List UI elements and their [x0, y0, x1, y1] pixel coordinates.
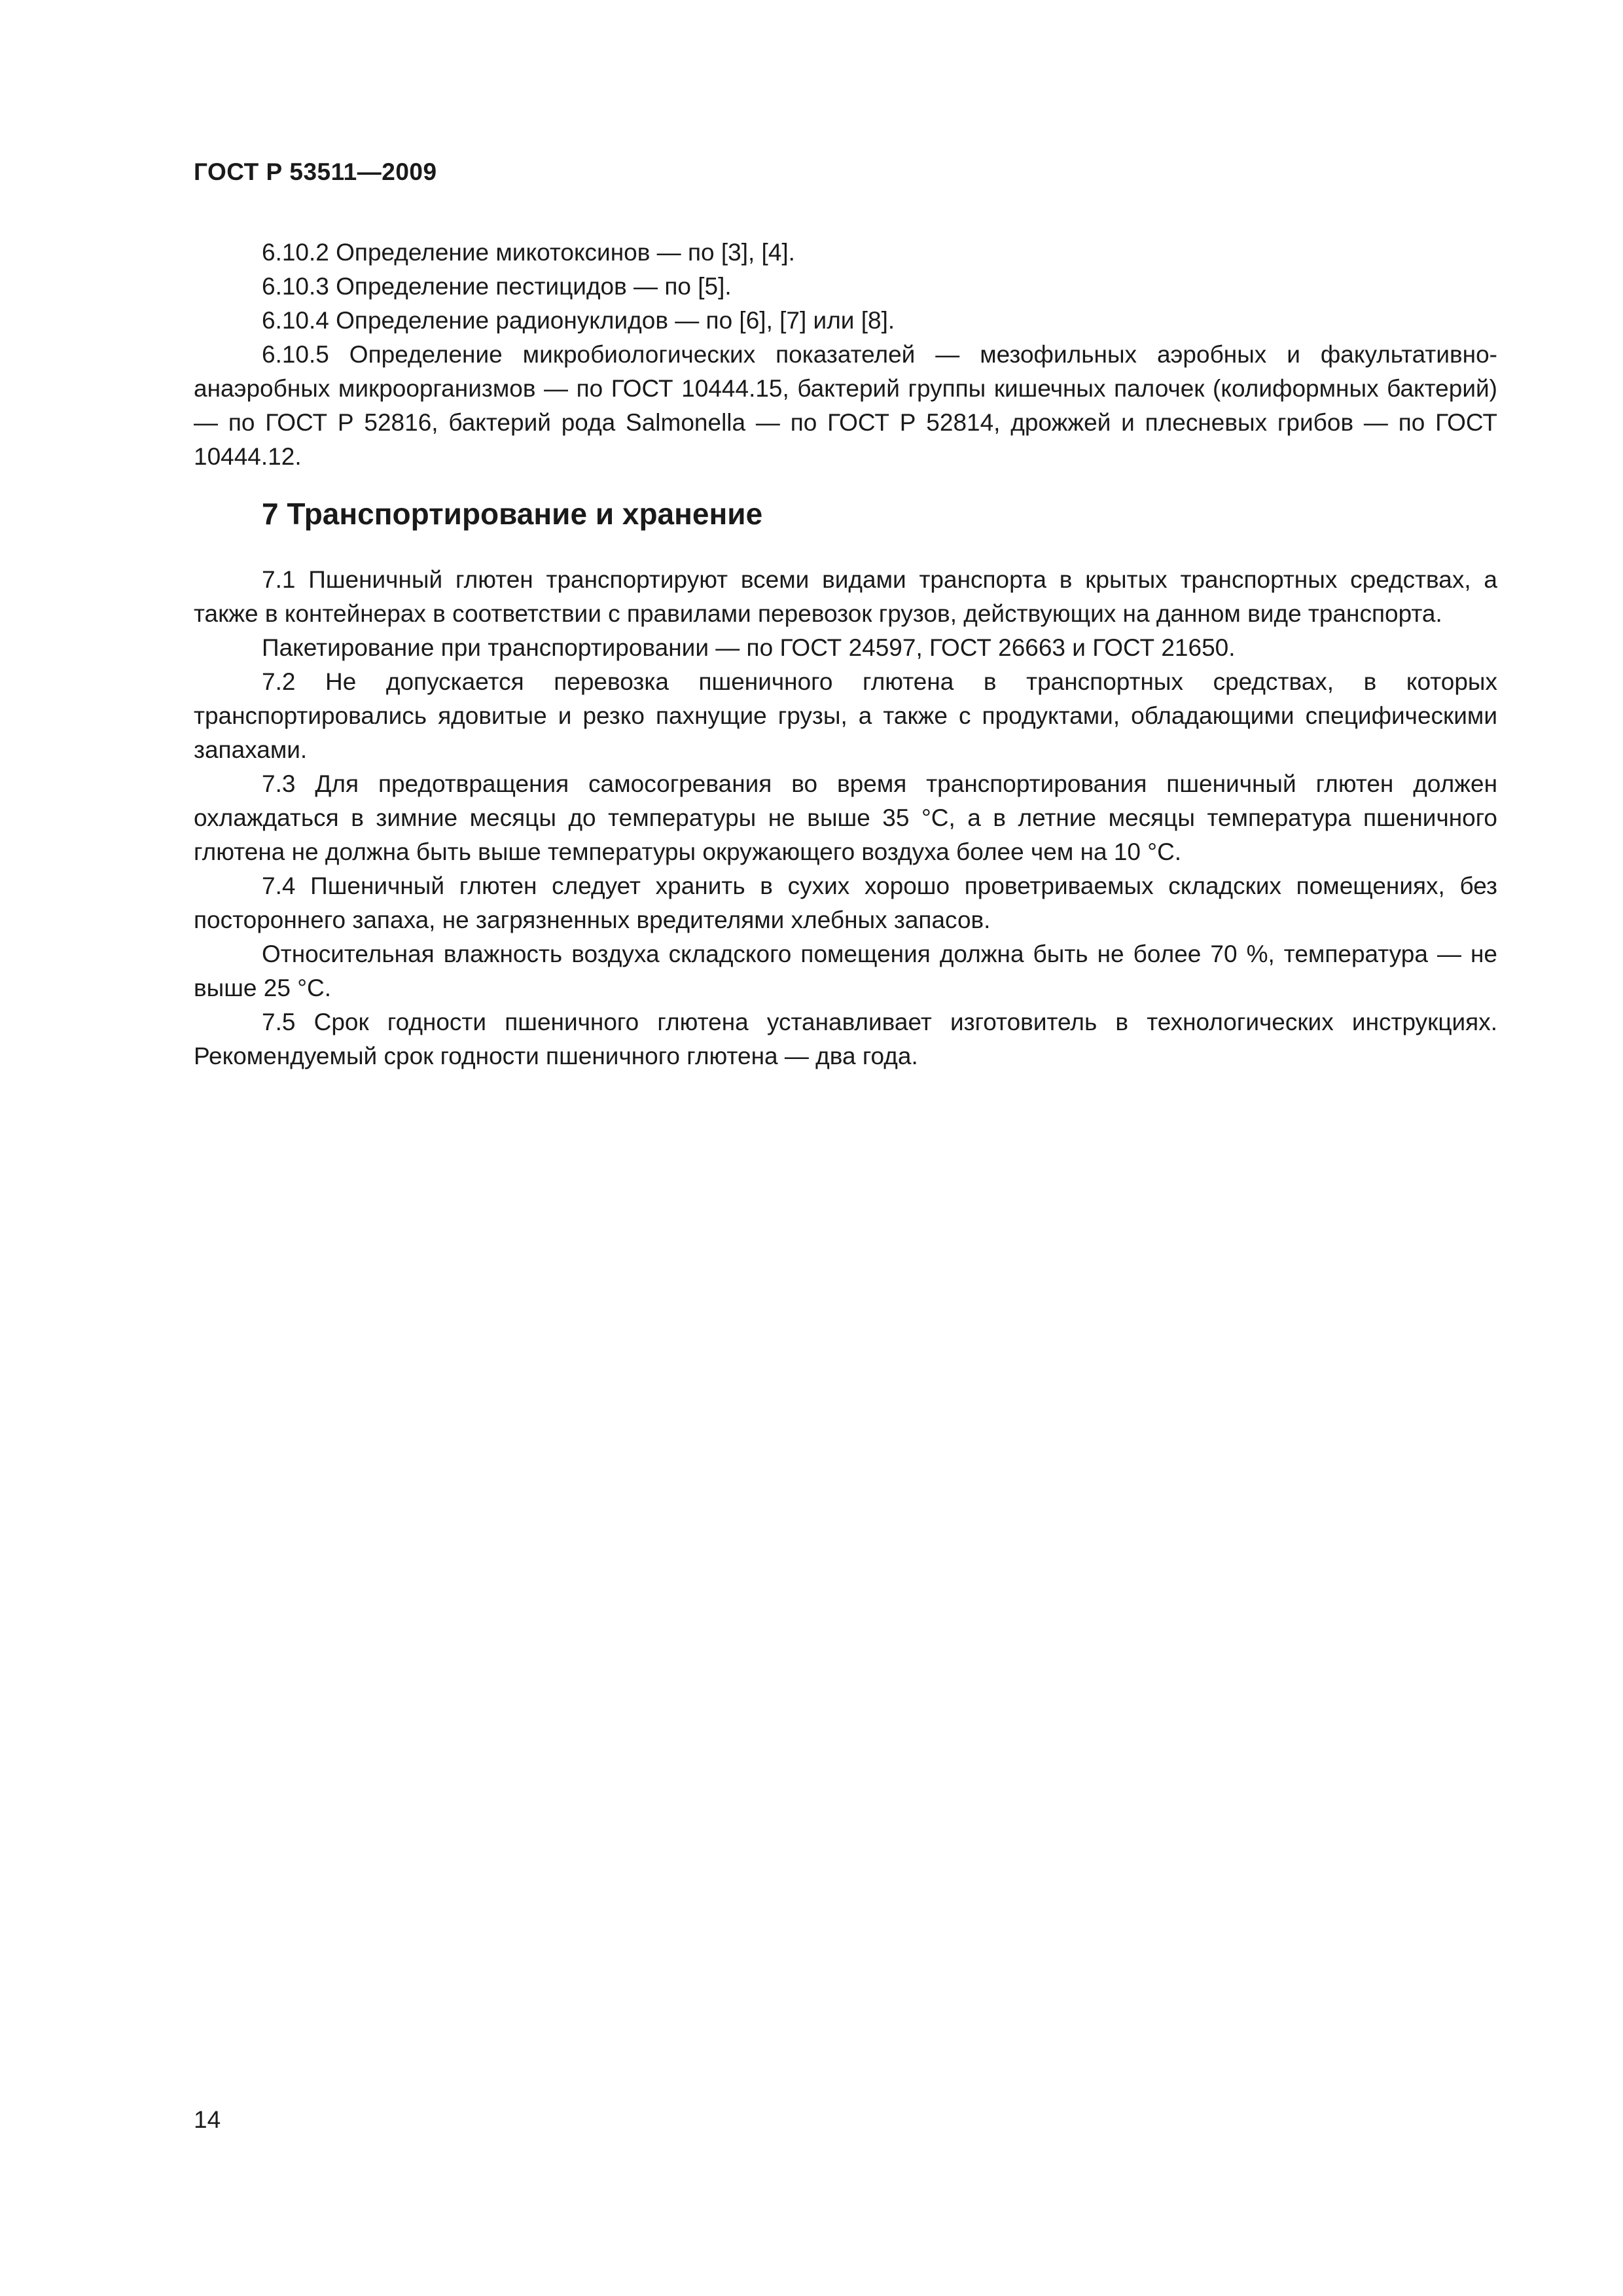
section-7-body — [194, 563, 1497, 1073]
section-7-heading: 7 Транспортирование и хранение — [262, 497, 763, 531]
paragraph-7-4: 7.4 Пшеничный глютен следует хранить в сухих хорошо проветриваемых складских помещениях, без постороннего запаха, не загрязненных вредителями хлебных запасов. — [194, 872, 1497, 933]
paragraph-6-10-3: 6.10.3 Определение пестицидов — по [5]. — [262, 273, 732, 300]
paragraph-7-1: 7.1 Пшеничный глютен транспортируют всеми видами транспорта в крытых транспортных средствах, а также в контейнерах в соответствии с правилами перевозок грузов, действующих на данном виде транспорта. — [194, 566, 1497, 627]
paragraph-7-5: 7.5 Срок годности пшеничного глютена устанавливает изготовитель в технологических инструкциях. Рекомендуемый срок годности пшеничного глютена — два года. — [194, 1009, 1497, 1069]
section-6-continuation — [194, 236, 1497, 474]
paragraph-6-10-2: 6.10.2 Определение микотоксинов — по [3], [4]. — [262, 239, 795, 266]
paragraph-7-1-packaging: Пакетирование при транспортировании — по ГОСТ 24597, ГОСТ 26663 и ГОСТ 21650. — [262, 634, 1236, 661]
paragraph-7-3: 7.3 Для предотвращения самосогревания во время транспортирования пшеничный глютен должен охлаждаться в зимние месяцы до температуры не выше 35 °С, а в летние месяцы температура пшеничного глютена не должна быть выше температуры окружающего воздуха более чем на 10 °С. — [194, 770, 1497, 865]
standard-code-header: ГОСТ Р 53511—2009 — [194, 158, 437, 185]
page-number: 14 — [194, 2106, 221, 2133]
paragraph-6-10-4: 6.10.4 Определение радионуклидов — по [6], [7] или [8]. — [262, 307, 895, 334]
paragraph-7-2: 7.2 Не допускается перевозка пшеничного глютена в транспортных средствах, в которых транспортировались ядовитые и резко пахнущие грузы, а также с продуктами, обладающими специфическими запахами. — [194, 668, 1497, 763]
paragraph-7-4-humidity: Относительная влажность воздуха складского помещения должна быть не более 70 %, температура — не выше 25 °С. — [194, 941, 1497, 1001]
paragraph-6-10-5: 6.10.5 Определение микробиологических показателей — мезофильных аэробных и факультативно-анаэробных микроорганизмов — по ГОСТ 10444.15, бактерий группы кишечных палочек (колиформных бактерий) — по ГОСТ Р 52816, бактерий рода Salmonella — по ГОСТ Р 52814, дрожжей и плесневых грибов — по ГОСТ 10444.12. — [194, 341, 1497, 470]
